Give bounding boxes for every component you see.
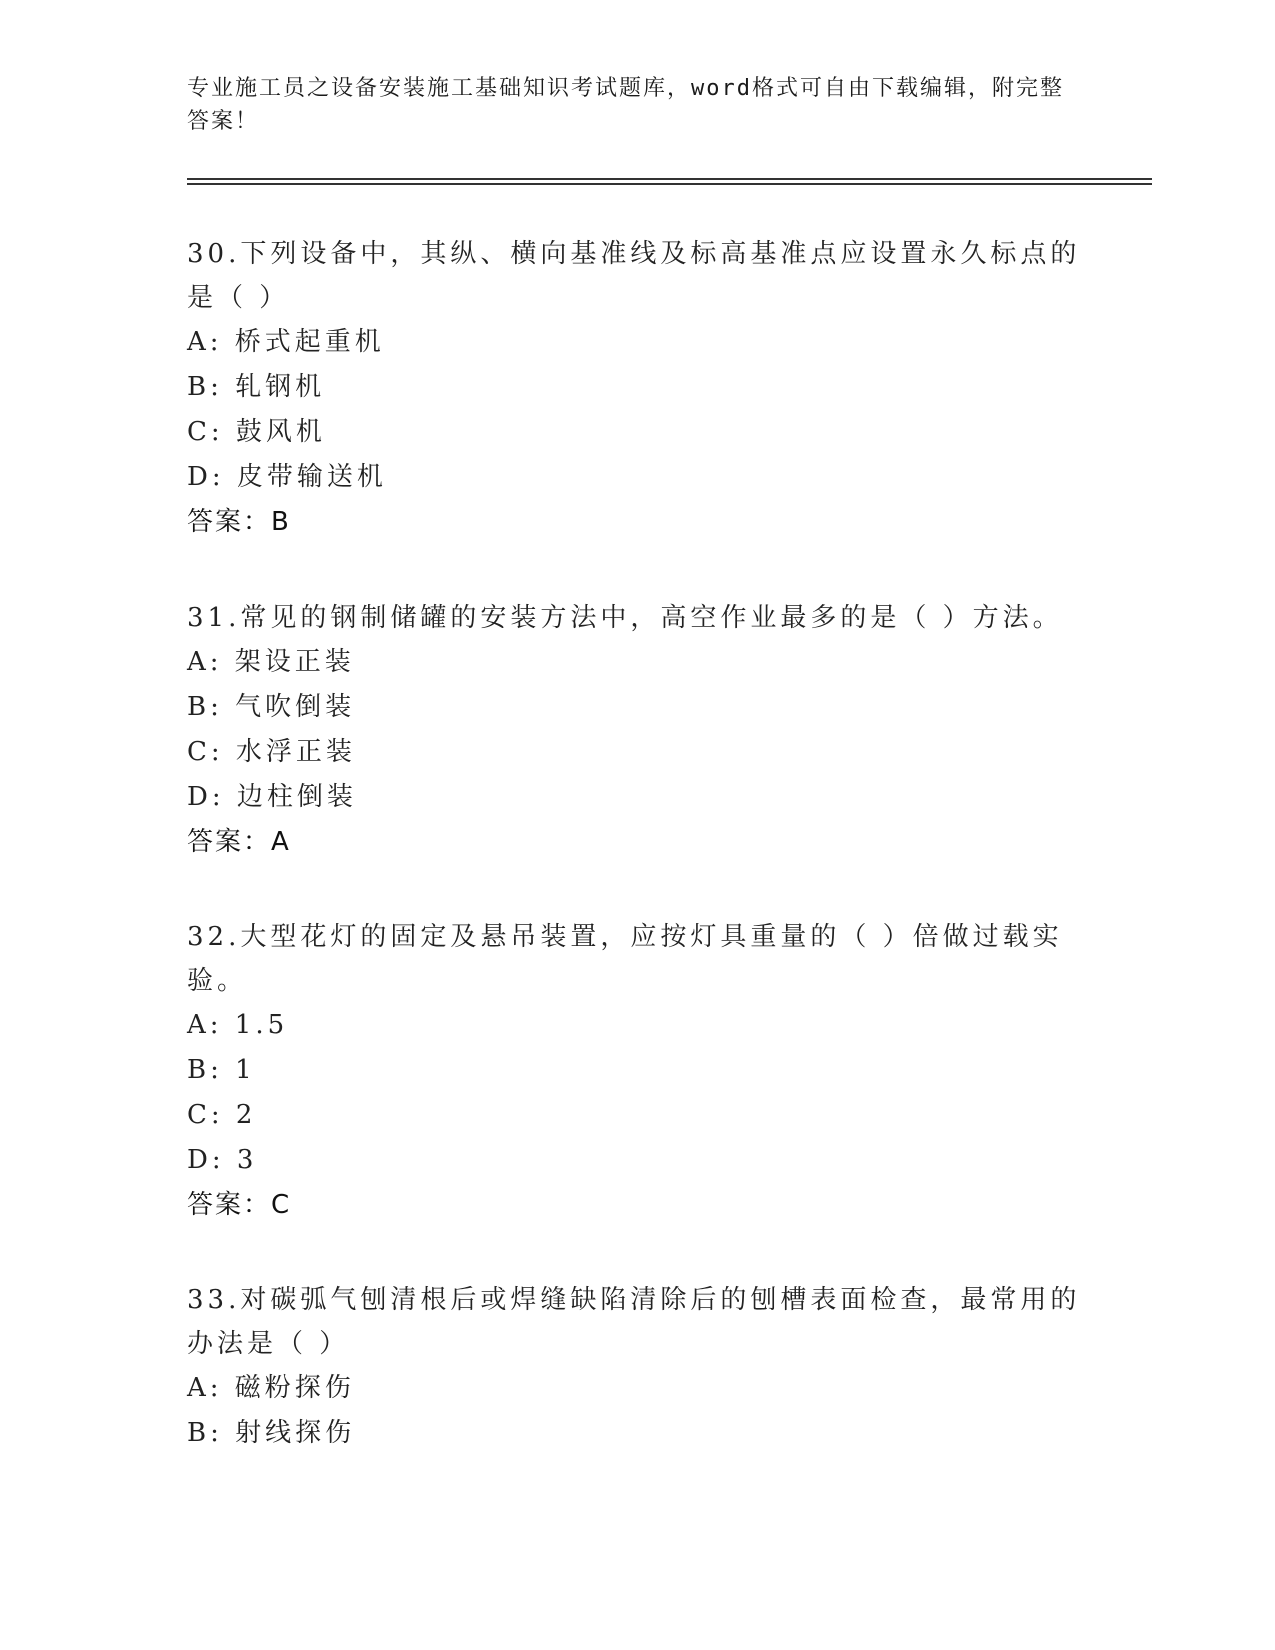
question-stem: 32.大型花灯的固定及悬吊装置，应按灯具重量的（ ）倍做过载实验。 <box>187 922 1063 996</box>
question-stem: 30.下列设备中，其纵、横向基准线及标高基准点应设置永久标点的是（ ） <box>187 239 1081 313</box>
option-c: C: 鼓风机 <box>187 417 326 447</box>
question-30 <box>187 232 1087 545</box>
option-b: B: 1 <box>187 1055 256 1085</box>
question-33 <box>187 1278 1087 1456</box>
option-d: D: 3 <box>187 1145 258 1175</box>
question-stem: 31.常见的钢制储罐的安装方法中，高空作业最多的是（ ）方法。 <box>187 603 1063 633</box>
header-divider-top <box>187 178 1152 180</box>
option-b: B: 气吹倒装 <box>187 692 356 722</box>
option-b: B: 轧钢机 <box>187 372 326 402</box>
option-a: A: 磁粉探伤 <box>187 1373 355 1403</box>
option-a: A: 桥式起重机 <box>187 327 385 357</box>
option-d: D: 皮带输送机 <box>187 462 387 492</box>
option-b: B: 射线探伤 <box>187 1418 356 1448</box>
question-stem: 33.对碳弧气刨清根后或焊缝缺陷清除后的刨槽表面检查，最常用的办法是（ ） <box>187 1285 1081 1359</box>
question-32 <box>187 915 1087 1228</box>
option-c: C: 水浮正装 <box>187 737 356 767</box>
question-31 <box>187 596 1087 865</box>
option-c: C: 2 <box>187 1100 257 1130</box>
answer-line: 答案：C <box>187 1190 292 1220</box>
document-header: 专业施工员之设备安装施工基础知识考试题库，word格式可自由下载编辑，附完整答案！ <box>187 76 1064 134</box>
option-d: D: 边柱倒装 <box>187 782 357 812</box>
option-a: A: 1.5 <box>187 1010 289 1040</box>
option-a: A: 架设正装 <box>187 647 355 677</box>
answer-line: 答案：A <box>187 827 291 857</box>
answer-line: 答案：B <box>187 507 291 537</box>
header-divider-bottom <box>187 183 1152 185</box>
